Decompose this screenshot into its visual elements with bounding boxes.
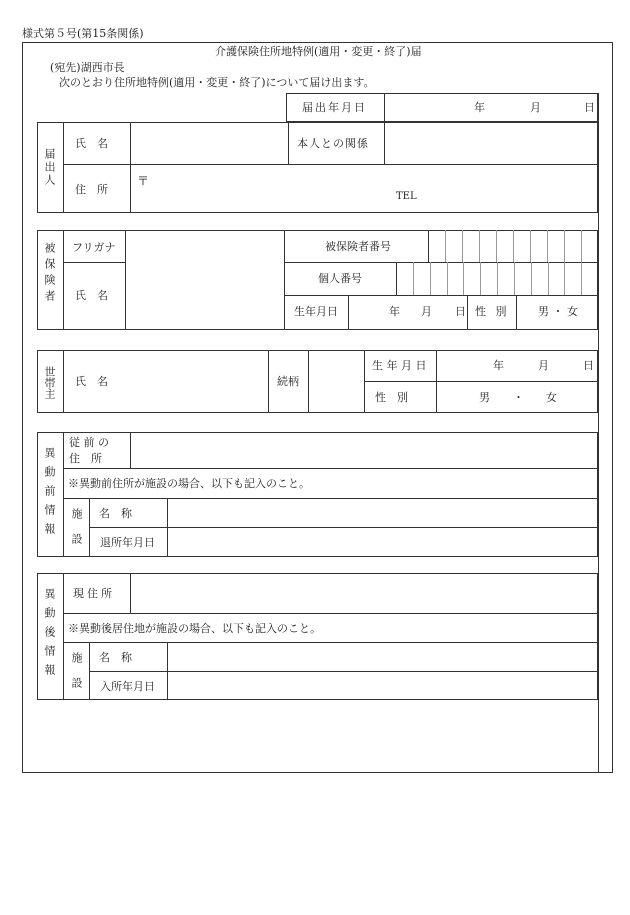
before-note: ※異動前住所が施設の場合、以下も記入のこと。: [68, 477, 310, 490]
digit-cell-divider: [513, 230, 514, 262]
insured-birth-day[interactable]: 日: [455, 305, 466, 318]
form-title: 介護保険住所地特例(適用・変更・終了)届: [215, 45, 422, 58]
prev-address-label-2: 住 所: [69, 452, 102, 465]
householder-sex-label: 性 別: [375, 391, 408, 404]
digit-cell-divider: [514, 262, 515, 295]
digit-cell-divider: [430, 262, 431, 295]
digit-cell-divider: [479, 230, 480, 262]
digit-cell-divider: [497, 262, 498, 295]
date-year-field[interactable]: 年: [474, 101, 485, 114]
after-facility-name-label: 名 称: [99, 651, 132, 664]
applicant-relation-input[interactable]: [386, 124, 596, 162]
digit-cell-divider: [480, 262, 481, 295]
insured-birth-month[interactable]: 月: [421, 305, 432, 318]
applicant-section-label: 届出人: [43, 148, 56, 187]
after-facility-date-label: 入所年月日: [100, 680, 155, 693]
after-note: ※異動後居住地が施設の場合、以下も記入のこと。: [68, 622, 321, 635]
insured-birth-year[interactable]: 年: [389, 305, 400, 318]
date-label: 届出年月日: [302, 101, 367, 114]
current-address-label: 現住所: [73, 587, 115, 600]
digit-cell-divider: [530, 230, 531, 262]
furigana-label: フリガナ: [72, 241, 116, 254]
applicant-name-label: 氏 名: [75, 137, 108, 150]
digit-cell-divider: [581, 230, 582, 262]
householder-birth-year[interactable]: 年: [493, 359, 504, 372]
after-facility-date-input[interactable]: [169, 673, 596, 698]
insured-sex-label: 性 別: [475, 305, 510, 318]
right-gutter-line: [598, 93, 599, 773]
digit-cell-divider: [548, 262, 549, 295]
before-facility-name-input[interactable]: [169, 500, 596, 525]
tel-label: TEL: [396, 191, 417, 202]
digit-cell-divider: [496, 230, 497, 262]
addressee: (宛先)湖西市長: [50, 61, 125, 74]
before-facility-label: 施設: [70, 508, 83, 558]
applicant-name-input[interactable]: [132, 124, 287, 162]
insured-name-input[interactable]: [127, 264, 282, 328]
digit-cell-divider: [531, 262, 532, 295]
householder-sex-male[interactable]: 男: [479, 391, 490, 404]
date-month-field[interactable]: 月: [530, 101, 541, 114]
digit-cell-divider: [581, 262, 582, 295]
householder-name-label: 氏 名: [75, 375, 108, 388]
insured-sex-selector[interactable]: 男 ・ 女: [538, 305, 578, 318]
personal-number-grid[interactable]: [396, 262, 598, 295]
applicant-address-label: 住 所: [75, 183, 108, 196]
digit-cell-divider: [564, 230, 565, 262]
householder-relation-label: 続柄: [277, 375, 299, 388]
insured-birth-label: 生年月日: [294, 305, 338, 318]
prev-address-input[interactable]: [132, 434, 596, 466]
householder-sex-female[interactable]: 女: [546, 391, 557, 404]
postal-mark: 〒: [137, 174, 150, 188]
insured-section-label: 被保険者: [43, 242, 56, 306]
householder-birth-month[interactable]: 月: [538, 359, 549, 372]
householder-sex-dot: ・: [513, 391, 524, 404]
applicant-relation-label: 本人との関係: [297, 137, 369, 150]
current-address-input[interactable]: [132, 575, 596, 611]
after-facility-name-input[interactable]: [169, 644, 596, 669]
personal-number-label: 個人番号: [318, 272, 362, 285]
digit-cell-divider: [564, 262, 565, 295]
insured-name-label: 氏 名: [75, 289, 108, 302]
digit-cell-divider: [447, 262, 448, 295]
form-number: 様式第５号(第15条関係): [22, 27, 144, 40]
householder-section-label: 世帯主: [43, 366, 56, 399]
before-facility-date-input[interactable]: [169, 529, 596, 555]
prev-address-label-1: 従 前 の: [69, 436, 109, 449]
digit-cell-divider: [462, 230, 463, 262]
digit-cell-divider: [547, 230, 548, 262]
householder-name-input[interactable]: [65, 352, 265, 410]
householder-birth-day[interactable]: 日: [583, 359, 594, 372]
digit-cell-divider: [445, 230, 446, 262]
digit-cell-divider: [463, 262, 464, 295]
before-section-label: 異動前情報: [43, 447, 56, 542]
before-facility-date-label: 退所年月日: [100, 536, 155, 549]
householder-relation-input[interactable]: [310, 352, 362, 410]
insured-number-grid[interactable]: [428, 230, 598, 262]
intro-text: 次のとおり住所地特例(適用・変更・終了)について届け出ます。: [59, 76, 375, 89]
date-day-field[interactable]: 日: [584, 101, 595, 114]
insured-number-label: 被保険者番号: [325, 240, 391, 253]
after-facility-label: 施設: [70, 652, 83, 702]
householder-birth-label: 生 年 月 日: [372, 359, 427, 372]
before-facility-name-label: 名 称: [99, 507, 132, 520]
after-section-label: 異動後情報: [43, 588, 56, 683]
digit-cell-divider: [413, 262, 414, 295]
